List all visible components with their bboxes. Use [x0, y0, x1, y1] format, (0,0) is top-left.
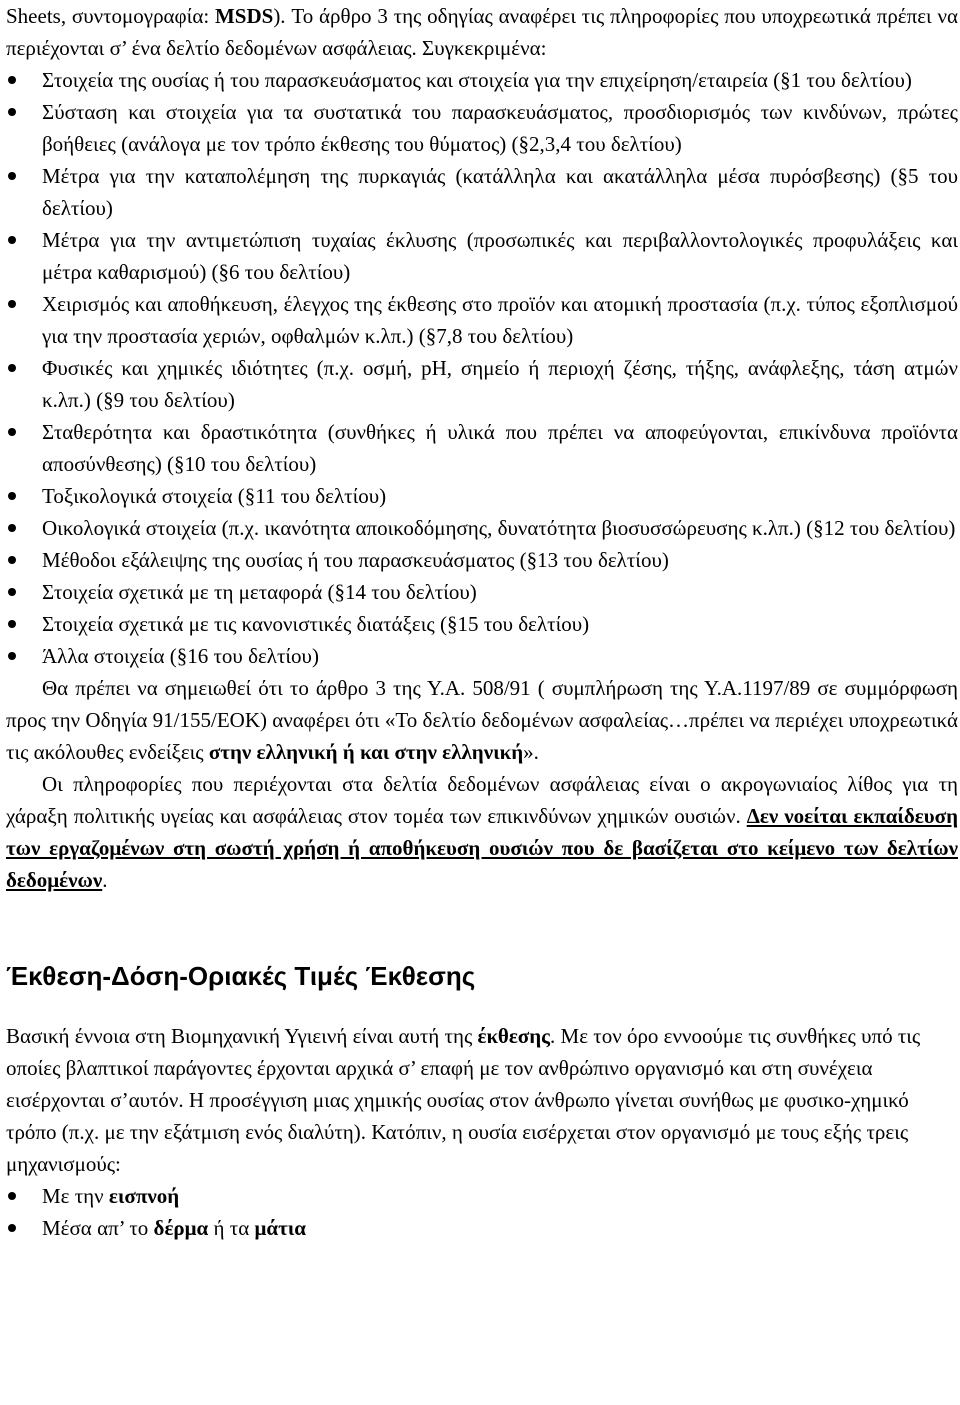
- entry-routes-list: [6, 1180, 958, 1244]
- text-run: ή τα: [208, 1216, 255, 1240]
- text-run: ). Το άρθρο 3 της οδηγίας αναφέρει τις πληροφορίες που υποχρεωτικά πρέπει να περιέχονται σ’ ένα δελτίο δεδομένων ασφάλειας. Συγκεκριμένα:: [6, 4, 958, 60]
- list-item: [6, 1212, 958, 1244]
- emphasis-text: εισπνοή: [108, 1184, 180, 1208]
- list-item-text: Μέθοδοι εξάλειψης της ουσίας ή του παρασκευάσματος (§13 του δελτίου): [42, 548, 669, 572]
- list-item-text: Χειρισμός και αποθήκευση, έλεγχος της έκθεσης στο προϊόν και ατομική προστασία (π.χ. τύπος εξοπλισμού για την προστασία χεριών, οφθαλμών κ.λπ.) (§7,8 του δελτίου): [42, 292, 958, 348]
- emphasis-text: μάτια: [254, 1216, 307, 1240]
- regulation-paragraph: [6, 672, 958, 768]
- list-item: [6, 544, 958, 576]
- list-item: [6, 512, 958, 544]
- bullet-icon: [8, 620, 16, 628]
- text-run: Με την: [42, 1184, 109, 1208]
- list-item: [6, 608, 958, 640]
- text-run: Μέσα απ’ το: [42, 1216, 154, 1240]
- emphasis-text: στην ελληνική ή και στην ελληνική: [208, 740, 524, 764]
- list-item-text: Μέτρα για την καταπολέμηση της πυρκαγιάς (κατάλληλα και ακατάλληλα μέσα πυρόσβεσης) (§5 του δελτίου): [42, 164, 958, 220]
- bullet-icon: [8, 108, 16, 116]
- bullet-icon: [8, 428, 16, 436]
- list-item-text: Τοξικολογικά στοιχεία (§11 του δελτίου): [42, 484, 387, 508]
- bullet-icon: [8, 1224, 16, 1232]
- bullet-icon: [8, 588, 16, 596]
- bullet-icon: [8, 236, 16, 244]
- intro-paragraph: [6, 0, 958, 64]
- list-item: [6, 1180, 958, 1212]
- list-item: [6, 224, 958, 288]
- text-run: Sheets, συντομογραφία:: [6, 4, 215, 28]
- bullet-icon: [8, 364, 16, 372]
- text-run: . Με τον όρο εννοούμε τις συνθήκες υπό τις οποίες βλαπτικοί παράγοντες έρχονται αρχικά σ’ επαφή με τον ανθρώπινο οργανισμό και στη συνέχεια εισέρχονται σ’αυτόν. Η προσέγγιση μιας χημικής ουσίας στον άνθρωπο γίνεται συνήθως με φυσικο-χημικό τρόπο (π.χ. με την εξάτμιση ενός διαλύτη). Κατόπιν, η ουσία εισέρχεται στον οργανισμό με τους εξής τρεις μηχανισμούς:: [6, 1024, 921, 1176]
- exposure-paragraph: [6, 1020, 958, 1180]
- list-item: [6, 416, 958, 480]
- list-item-text: Οικολογικά στοιχεία (π.χ. ικανότητα αποικοδόμησης, δυνατότητα βιοσυσσώρευσης κ.λπ.) (§12 του δελτίου): [42, 516, 956, 540]
- emphasis-text: έκθεσης: [477, 1024, 551, 1048]
- section-title: Έκθεση-Δόση-Οριακές Τιμές Έκθεσης: [6, 961, 476, 991]
- list-item: [6, 96, 958, 160]
- list-item-text: Σταθερότητα και δραστικότητα (συνθήκες ή υλικά που πρέπει να αποφεύγονται, επικίνδυνα προϊόντα αποσύνθεσης) (§10 του δελτίου): [42, 420, 958, 476]
- bullet-icon: [8, 172, 16, 180]
- bullet-icon: [8, 76, 16, 84]
- bullet-icon: [8, 524, 16, 532]
- list-item-text: Φυσικές και χημικές ιδιότητες (π.χ. οσμή, pH, σημείο ή περιοχή ζέσης, τήξης, ανάφλεξης, τάση ατμών κ.λπ.) (§9 του δελτίου): [42, 356, 958, 412]
- emphasis-text: Δεν νοείται εκπαίδευση των εργαζομένων στη σωστή χρήση ή αποθήκευση ουσιών που δε βασίζεται στο κείμενο των δελτίων δεδομένων: [6, 804, 958, 892]
- bullet-icon: [8, 556, 16, 564]
- bullet-icon: [8, 492, 16, 500]
- text-run: Οι πληροφορίες που περιέχονται στα δελτία δεδομένων ασφάλειας είναι ο ακρογωνιαίος λίθος για τη χάραξη πολιτικής υγείας και ασφάλειας στον τομέα των επικινδύνων χημικών ουσιών.: [6, 772, 958, 828]
- list-item-text: Σύσταση και στοιχεία για τα συστατικά του παρασκευάσματος, προσδιορισμός των κινδύνων, πρώτες βοήθειες (ανάλογα με τον τρόπο έκθεσης του θύματος) (§2,3,4 του δελτίου): [42, 100, 958, 156]
- bullet-icon: [8, 1192, 16, 1200]
- list-item-text: Στοιχεία της ουσίας ή του παρασκευάσματος και στοιχεία για την επιχείρηση/εταιρεία (§1 του δελτίου): [42, 68, 912, 92]
- text-run: Βασική έννοια στη Βιομηχανική Υγιεινή είναι αυτή της: [6, 1024, 478, 1048]
- list-item-text: Στοιχεία σχετικά με τις κανονιστικές διατάξεις (§15 του δελτίου): [42, 612, 590, 636]
- emphasis-text: δέρμα: [153, 1216, 209, 1240]
- text-run: Θα πρέπει να σημειωθεί ότι το άρθρο 3 της Υ.Α. 508/91 ( συμπλήρωση της Υ.Α.1197/89 σε συμμόρφωση προς την Οδηγία 91/155/ΕΟΚ) αναφέρει ότι «Το δελτίο δεδομένων ασφαλείας…πρέπει να περιέχει υποχρεωτικά τις ακόλουθες ενδείξεις: [6, 676, 958, 764]
- list-item: [6, 64, 958, 96]
- text-run: .: [102, 868, 108, 892]
- bullet-icon: [8, 300, 16, 308]
- msds-contents-list: [6, 64, 958, 672]
- list-item: [6, 160, 958, 224]
- list-item-text: Στοιχεία σχετικά με τη μεταφορά (§14 του δελτίου): [42, 580, 477, 604]
- list-item: [6, 640, 958, 672]
- msds-abbrev: MSDS: [214, 4, 274, 28]
- list-item: [6, 480, 958, 512]
- text-run: ».: [523, 740, 539, 764]
- bullet-icon: [8, 652, 16, 660]
- list-item-text: Μέτρα για την αντιμετώπιση τυχαίας έκλυσης (προσωπικές και περιβαλλοντολογικές προφυλάξεις και μέτρα καθαρισμού) (§6 του δελτίου): [42, 228, 958, 284]
- list-item: [6, 352, 958, 416]
- list-item: [6, 288, 958, 352]
- info-paragraph: [6, 768, 958, 896]
- list-item: [6, 576, 958, 608]
- list-item-text: Άλλα στοιχεία (§16 του δελτίου): [42, 644, 319, 668]
